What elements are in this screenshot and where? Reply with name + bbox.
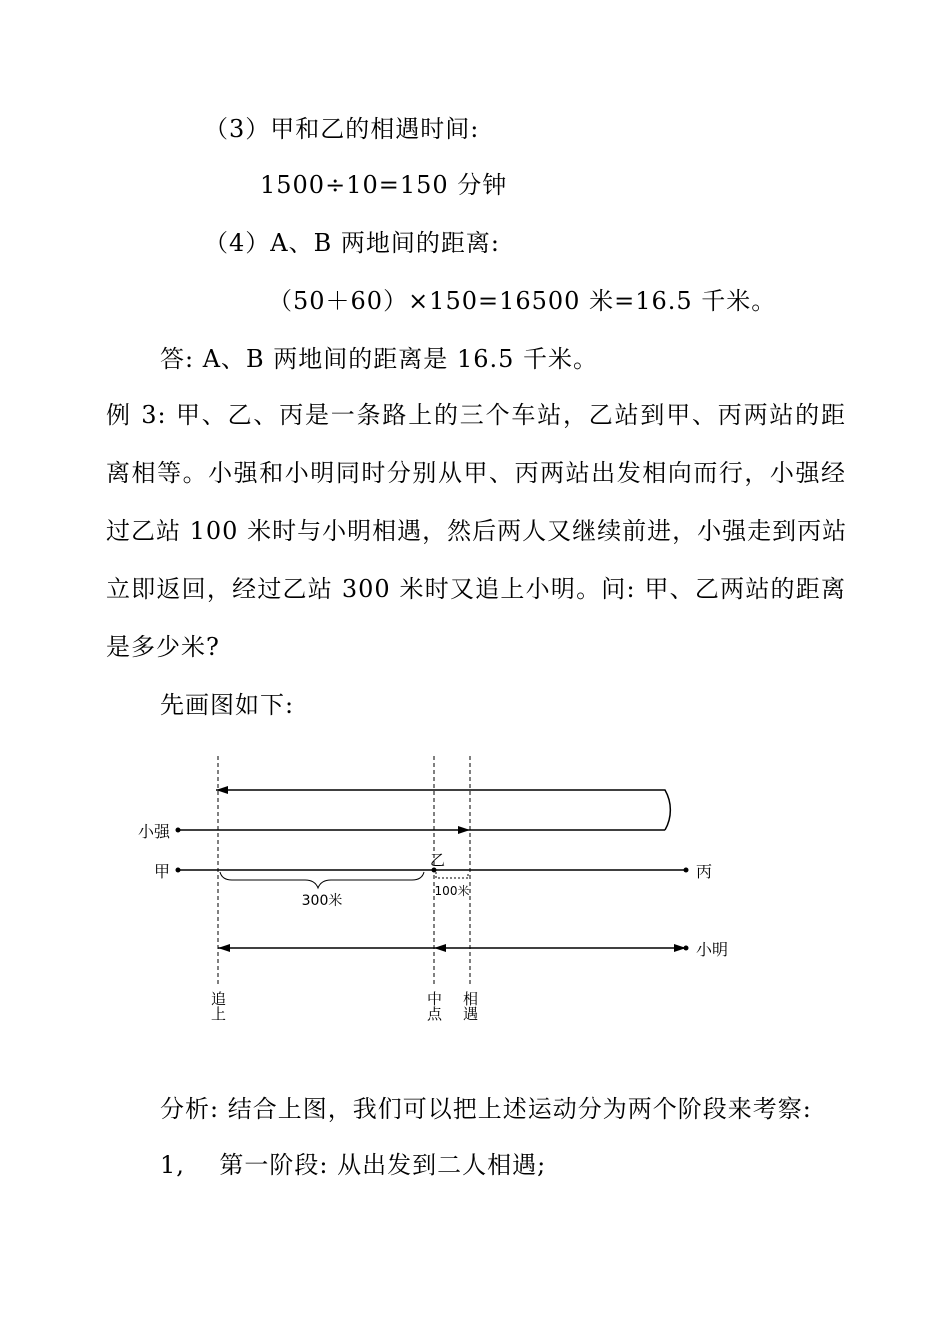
label-xiangyu: 相遇	[461, 991, 479, 1021]
analysis-line: 分析: 结合上图，我们可以把上述运动分为两个阶段来考察:	[160, 1095, 812, 1123]
text-line-2: 1500÷10=150 分钟	[260, 171, 508, 199]
label-300: 300米	[301, 893, 343, 909]
arrowhead-xiaoming-3	[674, 944, 686, 952]
text-line-1: （3）甲和乙的相遇时间:	[204, 115, 480, 143]
problem-line-2: 离相等。小强和小明同时分别从甲、丙两站出发相向而行，小强经	[106, 459, 846, 487]
label-jia: 甲	[153, 862, 170, 881]
station-jia-dot	[176, 868, 181, 873]
label-zhongdian: 中点	[425, 991, 443, 1021]
problem-line-1: 例 3: 甲、乙、丙是一条路上的三个车站，乙站到甲、丙两站的距	[106, 401, 846, 429]
draw-intro: 先画图如下:	[160, 691, 295, 719]
label-bing: 丙	[696, 862, 713, 881]
xiaoqiang-return-path	[216, 790, 670, 830]
label-xiaoming: 小明	[696, 940, 729, 959]
problem-line-4: 立即返回，经过乙站 300 米时又追上小明。问: 甲、乙两站的距离	[106, 575, 846, 603]
brace-300	[220, 872, 424, 888]
problem-line-5: 是多少米?	[106, 633, 220, 661]
brace-100	[436, 872, 468, 878]
label-zhuishang: 追上	[209, 991, 227, 1021]
arrowhead-xiaoming-2	[434, 944, 446, 952]
answer-line: 答: A、B 两地间的距离是 16.5 千米。	[160, 345, 599, 373]
station-bing-dot	[684, 868, 689, 873]
arrowhead-xiaoming-1	[218, 944, 230, 952]
label-xiaoqiang: 小强	[137, 822, 170, 841]
problem-line-3: 过乙站 100 米时与小明相遇，然后两人又继续前进，小强走到丙站	[106, 517, 848, 545]
label-yi: 乙	[430, 851, 446, 869]
label-100: 100米	[434, 884, 470, 898]
arrowhead-outgoing	[458, 826, 470, 834]
text-line-3: （4）A、B 两地间的距离:	[204, 229, 500, 257]
stage-one-line: 1, 第一阶段: 从出发到二人相遇;	[160, 1151, 547, 1179]
xiaoqiang-start-dot	[176, 828, 181, 833]
motion-diagram	[130, 748, 750, 1038]
text-line-4: （50＋60）×150=16500 米=16.5 千米。	[268, 287, 777, 315]
